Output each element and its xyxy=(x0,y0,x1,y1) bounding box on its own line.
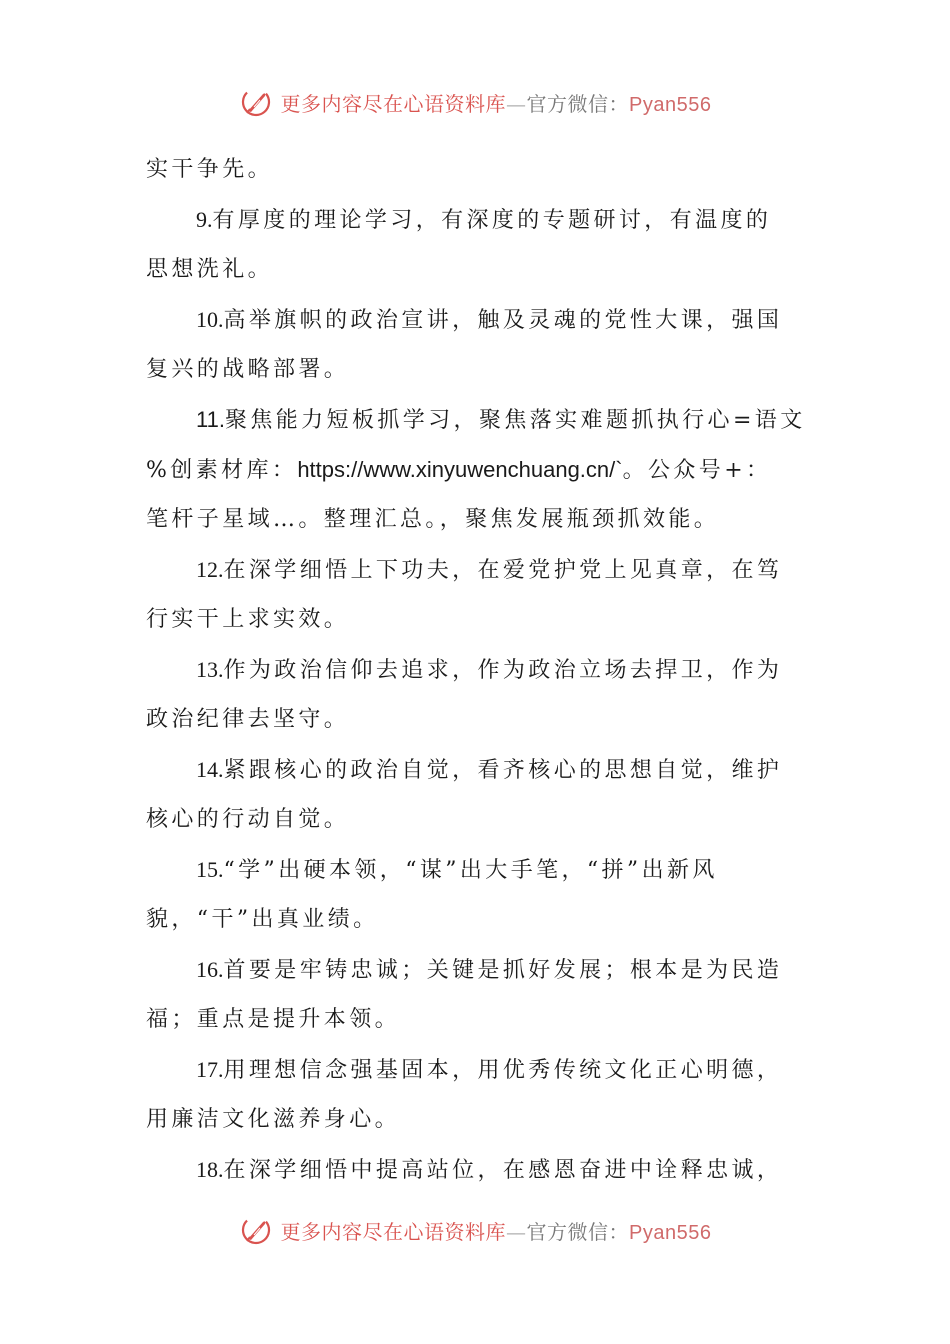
text-line: 用廉洁文化滋养身心。 xyxy=(146,1107,401,1132)
list-item-13: 13.作为政治信仰去追求，作为政治立场去捍卫，作为 xyxy=(196,657,783,683)
text-line: 核心的行动自觉。 xyxy=(146,807,350,832)
quill-logo-icon xyxy=(239,85,273,119)
text-line: 实干争先。 xyxy=(146,157,274,182)
list-item-9: 9.有厚度的理论学习，有深度的专题研讨，有温度的 xyxy=(196,207,772,233)
source-url: https://www.xinyuwenchuang.cn/` xyxy=(297,457,623,482)
header-watermark xyxy=(0,80,950,124)
document-body xyxy=(146,145,806,1195)
text-line: 思想洗礼。 xyxy=(146,257,274,282)
text-line: %创素材库：https://www.xinyuwenchuang.cn/`。公众号+： xyxy=(146,457,772,483)
list-item-10: 10.高举旗帜的政治宣讲，触及灵魂的党性大课，强国 xyxy=(196,307,783,333)
footer-watermark xyxy=(0,1208,950,1252)
text-line: 复兴的战略部署。 xyxy=(146,357,350,382)
watermark-text: 更多内容尽在心语资料库—官方微信：Pyan556 xyxy=(280,1219,712,1244)
text-line: 福；重点是提升本领。 xyxy=(146,1007,401,1032)
text-line: 笔杆子星域…。整理汇总。，聚焦发展瓶颈抓效能。 xyxy=(146,507,720,532)
list-item-12: 12.在深学细悟上下功夫，在爱党护党上见真章，在笃 xyxy=(196,557,783,583)
list-item-17: 17.用理想信念强基固本，用优秀传统文化正心明德， xyxy=(196,1057,783,1083)
quill-logo-icon xyxy=(239,1213,273,1247)
list-item-18: 18.在深学细悟中提高站位，在感恩奋进中诠释忠诚， xyxy=(196,1157,783,1183)
list-item-14: 14.紧跟核心的政治自觉，看齐核心的思想自觉，维护 xyxy=(196,757,783,783)
text-line: 貌，“干”出真业绩。 xyxy=(146,907,379,932)
list-item-15: 15.“学”出硬本领，“谋”出大手笔，“拼”出新风 xyxy=(196,857,718,883)
text-line: 政治纪律去坚守。 xyxy=(146,707,350,732)
text-line: 行实干上求实效。 xyxy=(146,607,350,632)
list-item-11: 11.聚焦能力短板抓学习，聚焦落实难题抓执行心=语文 xyxy=(196,407,806,433)
list-item-16: 16.首要是牢铸忠诚；关键是抓好发展；根本是为民造 xyxy=(196,957,783,983)
watermark-text: 更多内容尽在心语资料库—官方微信：Pyan556 xyxy=(280,91,712,116)
